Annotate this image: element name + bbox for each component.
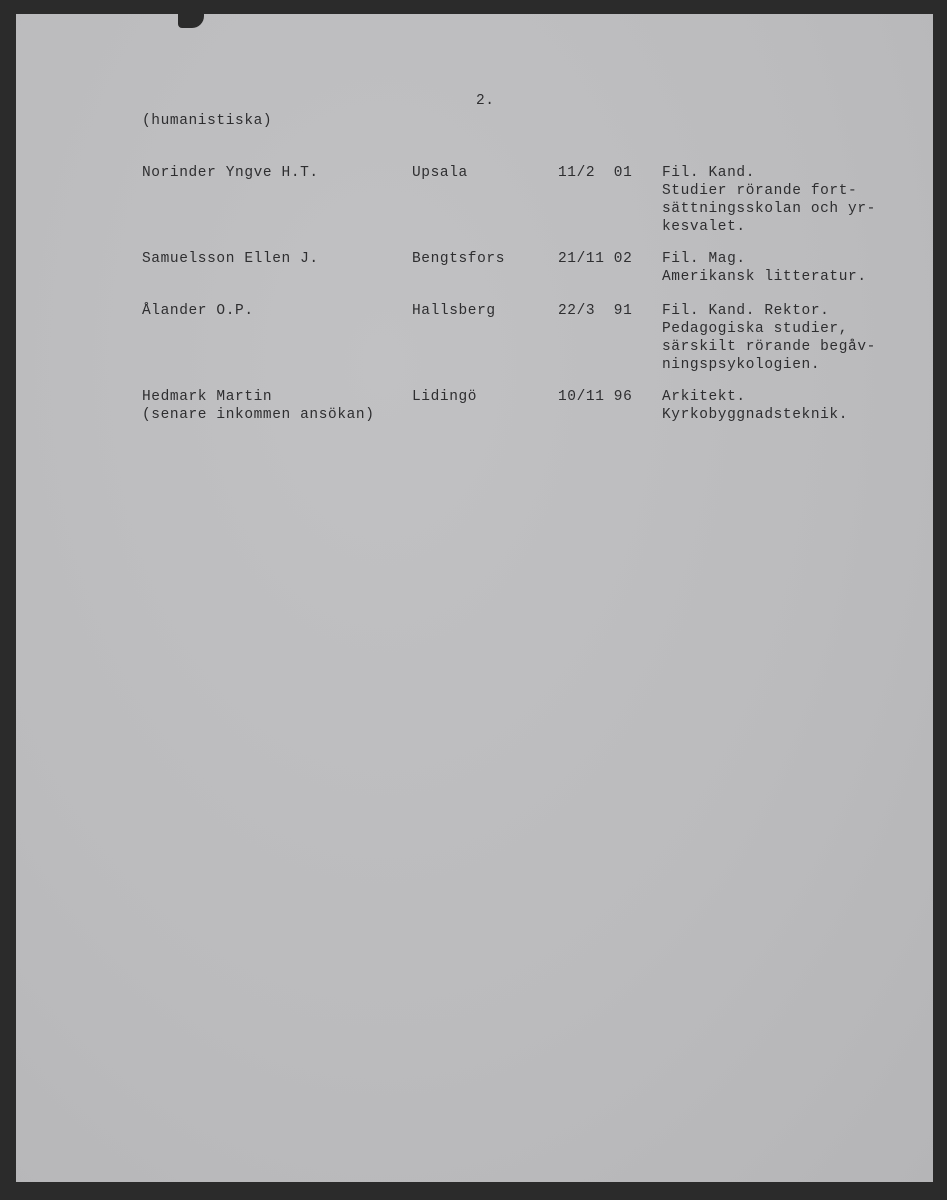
entry-name [142,388,375,424]
entry-place: Upsala [412,165,468,181]
entry-name [142,302,254,320]
entry-place: Hallsberg [412,303,496,319]
entry-description-line: särskilt rörande begåv- [662,339,876,355]
entry-description-line: Fil. Kand. [662,165,756,181]
entry-description [662,250,867,286]
entry-description-line: Studier rörande fort- [662,183,858,199]
entry-name-note: (senare inkommen ansökan) [142,407,375,423]
entry-description-line: kesvalet. [662,219,746,235]
entry-name-line: Norinder Yngve H.T. [142,165,319,181]
entry-place: Lidingö [412,389,478,405]
section-label: (humanistiska) [142,113,273,129]
entry-date: 10/11 96 [558,389,633,405]
entry-description [662,388,848,424]
entry-place: Bengtsfors [412,251,506,267]
page-number: 2. [476,93,495,109]
entry-name [142,250,319,268]
entry-name-line: Hedmark Martin [142,389,273,405]
entry-description [662,164,876,236]
entry-date: 21/11 02 [558,251,633,267]
entry-name [142,164,319,182]
entry-date: 22/3 91 [558,303,633,319]
entry-description [662,302,876,374]
entry-description-line: Kyrkobyggnadsteknik. [662,407,849,423]
entry-description-line: ningspsykologien. [662,357,821,373]
entry-name-line: Ålander O.P. [142,303,254,319]
torn-corner [178,14,204,28]
entry-description-line: Pedagogiska studier, [662,321,849,337]
entry-description-line: Arkitekt. [662,389,746,405]
entry-name-line: Samuelsson Ellen J. [142,251,319,267]
entry-description-line: Fil. Kand. Rektor. [662,303,830,319]
entry-description-line: Fil. Mag. [662,251,746,267]
entry-description-line: Amerikansk litteratur. [662,269,867,285]
document-page [16,14,933,1182]
entry-description-line: sättningsskolan och yr- [662,201,876,217]
entry-date: 11/2 01 [558,165,633,181]
